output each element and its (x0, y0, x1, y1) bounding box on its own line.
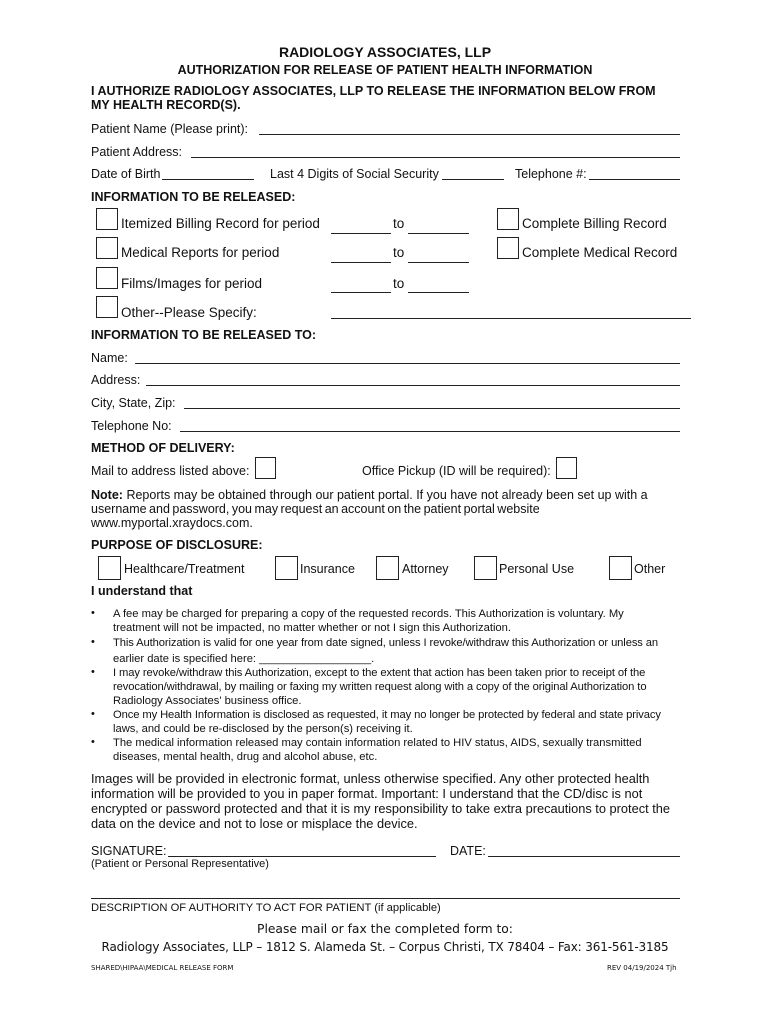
bullet-4: • (91, 708, 95, 720)
insurance-checkbox[interactable] (275, 556, 298, 580)
medical-to-field[interactable] (408, 262, 469, 263)
info-released-heading: INFORMATION TO BE RELEASED: (91, 190, 296, 204)
authorize-line-1: I AUTHORIZE RADIOLOGY ASSOCIATES, LLP TO RELEASE THE INFORMATION BELOW FROM (91, 84, 656, 98)
note-line-2: username and password, you may request an account on the patient portal website (91, 502, 540, 516)
medical-label: Medical Reports for period (121, 245, 280, 260)
authority-label: DESCRIPTION OF AUTHORITY TO ACT FOR PATIENT (if applicable) (91, 902, 441, 914)
patient-name-field[interactable] (259, 134, 680, 135)
pickup-label: Office Pickup (ID will be required): (362, 464, 551, 478)
bullet-5: • (91, 736, 95, 748)
films-from-field[interactable] (331, 292, 391, 293)
medical-to: to (393, 245, 405, 260)
images-line-3: encrypted or password protected and that it is my responsibility to take extra precautions to protect the (91, 801, 671, 816)
bullet-1: • (91, 607, 95, 619)
bullet-5-line-1: The medical information released may contain information related to HIV status, AIDS, sexually transmitted (113, 737, 642, 749)
understand-heading: I understand that (91, 584, 193, 598)
medical-checkbox[interactable] (96, 237, 118, 259)
authority-field[interactable] (91, 898, 680, 899)
patient-address-label: Patient Address: (91, 145, 183, 159)
bullet-1-line-1: A fee may be charged for preparing a copy of the requested records. This Authorization is voluntary. My (113, 608, 624, 620)
note-label: Note: (91, 488, 123, 502)
complete-billing-checkbox[interactable] (497, 208, 519, 230)
patient-phone-field[interactable] (589, 179, 680, 180)
note-text-1: Reports may be obtained through our patient portal. If you have not already been set up with a (126, 488, 648, 502)
films-to: to (393, 276, 405, 291)
recipient-name-field[interactable] (135, 363, 680, 364)
other-specify-field[interactable] (331, 318, 691, 319)
mail-checkbox[interactable] (255, 457, 276, 479)
bullet-4-line-2: laws, and could be re-disclosed by the person(s) receiving it. (113, 723, 413, 735)
bullet-3: • (91, 666, 95, 678)
billing-to: to (393, 216, 405, 231)
recipient-address-label: Address: (91, 373, 141, 387)
complete-billing-label: Complete Billing Record (522, 216, 667, 231)
recipient-city-field[interactable] (184, 408, 680, 409)
images-line-4: data on the device and not to lose or misplace the device. (91, 816, 418, 831)
ssn-label: Last 4 Digits of Social Security (270, 167, 439, 181)
personal-use-label: Personal Use (499, 562, 575, 576)
bullet-3-line-2: revocation/withdrawal, by mailing or faxing my written request along with a copy of the original Authorization to (113, 681, 647, 693)
images-line-2: information will be provided to you in paper format. Important: I understand that the CD/disc is not (91, 786, 643, 801)
date-label: DATE: (450, 844, 486, 858)
healthcare-label: Healthcare/Treatment (124, 562, 245, 576)
form-path: SHARED\HIPAA\MEDICAL RELEASE FORM (91, 964, 234, 972)
billing-checkbox[interactable] (96, 208, 118, 230)
bullet-5-line-2: diseases, mental health, drug and alcohol abuse, etc. (113, 751, 378, 763)
ssn-field[interactable] (442, 179, 504, 180)
films-to-field[interactable] (408, 292, 469, 293)
other-label: Other--Please Specify: (121, 305, 257, 320)
medical-from-field[interactable] (331, 262, 391, 263)
delivery-heading: METHOD OF DELIVERY: (91, 441, 235, 455)
insurance-label: Insurance (300, 562, 355, 576)
revision: REV 04/19/2024 Tjh (607, 964, 677, 972)
attorney-label: Attorney (402, 562, 449, 576)
billing-label: Itemized Billing Record for period (121, 216, 320, 231)
complete-medical-label: Complete Medical Record (522, 245, 678, 260)
healthcare-checkbox[interactable] (98, 556, 121, 580)
other-purpose-checkbox[interactable] (609, 556, 632, 580)
bullet-2-line-2: earlier date is specified here: __________________. (113, 653, 375, 665)
patient-address-field[interactable] (191, 157, 680, 158)
recipient-city-label: City, State, Zip: (91, 396, 176, 410)
org-name: RADIOLOGY ASSOCIATES, LLP (278, 44, 492, 60)
bullet-1-line-2: treatment will not be impacted, no matter whether or not I sign this Authorization. (113, 622, 511, 634)
bullet-3-line-1: I may revoke/withdraw this Authorization, except to the extent that action has been taken prior to receipt of the (113, 667, 646, 679)
signature-sub: (Patient or Personal Representative) (91, 858, 269, 870)
recipient-name-label: Name: (91, 351, 128, 365)
date-field[interactable] (488, 856, 680, 857)
authorize-line-2: MY HEALTH RECORD(S). (91, 98, 241, 112)
bullet-4-line-1: Once my Health Information is disclosed as requested, it may no longer be protected by federal and state privacy (113, 709, 661, 721)
patient-name-label: Patient Name (Please print): (91, 122, 249, 136)
note-line-1 (91, 488, 648, 502)
mailing-address: Radiology Associates, LLP – 1812 S. Alameda St. – Corpus Christi, TX 78404 – Fax: 361-561-3185 (101, 940, 669, 954)
mail-instruction: Please mail or fax the completed form to: (257, 922, 513, 936)
purpose-heading: PURPOSE OF DISCLOSURE: (91, 538, 263, 552)
signature-field[interactable] (168, 856, 436, 857)
billing-to-field[interactable] (408, 233, 469, 234)
dob-label: Date of Birth (91, 167, 161, 181)
other-purpose-label: Other (634, 562, 666, 576)
portal-link[interactable]: www.myportal.xraydocs.com. (91, 516, 253, 530)
films-checkbox[interactable] (96, 267, 118, 289)
recipient-address-field[interactable] (146, 385, 680, 386)
bullet-3-line-3: Radiology Associates' business office. (113, 695, 302, 707)
dob-field[interactable] (162, 179, 254, 180)
complete-medical-checkbox[interactable] (497, 237, 519, 259)
recipient-phone-label: Telephone No: (91, 419, 172, 433)
form-title: AUTHORIZATION FOR RELEASE OF PATIENT HEALTH INFORMATION (177, 63, 593, 77)
attorney-checkbox[interactable] (376, 556, 399, 580)
personal-use-checkbox[interactable] (474, 556, 497, 580)
films-label: Films/Images for period (121, 276, 263, 291)
recipient-phone-field[interactable] (180, 431, 680, 432)
billing-from-field[interactable] (331, 233, 391, 234)
pickup-checkbox[interactable] (556, 457, 577, 479)
bullet-2: • (91, 636, 95, 648)
images-line-1: Images will be provided in electronic format, unless otherwise specified. Any other protected health (91, 771, 650, 786)
mail-label: Mail to address listed above: (91, 464, 250, 478)
patient-phone-label: Telephone #: (515, 167, 587, 181)
other-checkbox[interactable] (96, 296, 118, 318)
released-to-heading: INFORMATION TO BE RELEASED TO: (91, 328, 317, 342)
bullet-2-line-1: This Authorization is valid for one year from date signed, unless I revoke/withdraw this Authorization or unless an (113, 637, 659, 649)
signature-label: SIGNATURE: (91, 844, 167, 858)
